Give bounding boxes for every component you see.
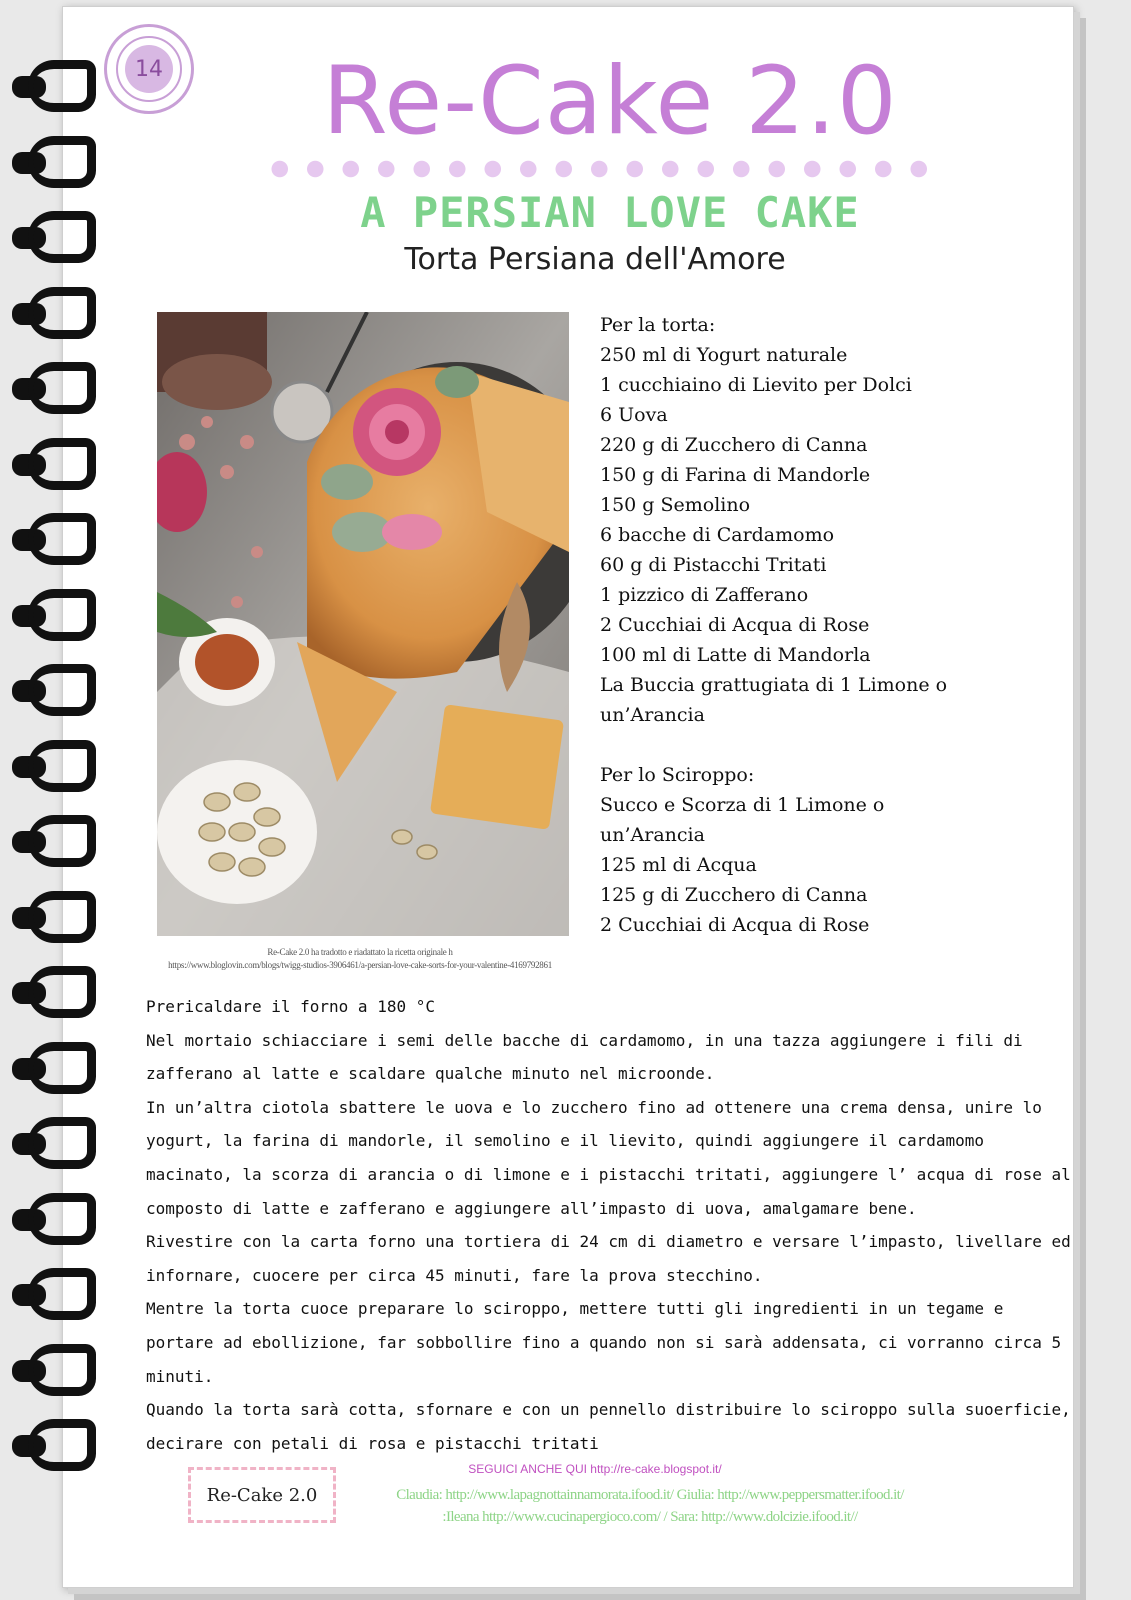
spiral-ring xyxy=(8,740,104,796)
ingredient-line: 6 bacche di Cardamomo xyxy=(600,524,835,546)
spiral-ring xyxy=(8,362,104,418)
spiral-ring xyxy=(8,513,104,569)
spiral-coil xyxy=(28,1193,96,1245)
spiral-coil xyxy=(28,966,96,1018)
recipe-title-italian: Torta Persiana dell'Amore xyxy=(404,242,786,277)
spiral-ring xyxy=(8,1268,104,1324)
ingredients-list xyxy=(600,310,1030,940)
spiral-ring xyxy=(8,211,104,267)
spiral-ring xyxy=(8,966,104,1022)
spiral-coil xyxy=(28,1344,96,1396)
method-line: composto di latte e zafferano e aggiungere all’impasto di uova, amalgamare bene. xyxy=(146,1198,917,1218)
re-cake-logo: Re-Cake 2.0 xyxy=(188,1467,336,1523)
method-line: Nel mortaio schiacciare i semi delle bacche di cardamomo, in una tazza aggiungere i fili di xyxy=(146,1030,1023,1050)
page-number: 14 xyxy=(125,45,173,93)
spiral-ring xyxy=(8,438,104,494)
method-line: Quando la torta sarà cotta, sfornare e con un pennello distribuire lo sciroppo sulla suoerficie, xyxy=(146,1400,1071,1420)
author-links xyxy=(350,1484,950,1528)
ingredient-line: un’Arancia xyxy=(600,824,705,846)
method-line: decirare con petali di rosa e pistacchi tritati xyxy=(146,1433,599,1453)
recipe-title: A PERSIAN LOVE CAKE xyxy=(360,188,860,237)
ingredient-line: 250 ml di Yogurt naturale xyxy=(600,344,848,366)
spiral-ring xyxy=(8,1419,104,1475)
spiral-ring xyxy=(8,815,104,871)
method-line: Mentre la torta cuoce preparare lo sciroppo, mettere tutti gli ingredienti in un tegame e xyxy=(146,1299,1004,1319)
spiral-binding xyxy=(0,60,120,1520)
ingredient-line: 60 g di Pistacchi Tritati xyxy=(600,554,827,576)
author-links-line[interactable]: Claudia: http://www.lapagnottainnamorata.ifood.it/ Giulia: http://www.peppersmatter.ifood.it/ xyxy=(396,1487,904,1503)
method-line: zafferano al latte e scaldare qualche minuto nel microonde. xyxy=(146,1064,715,1084)
spiral-coil xyxy=(28,513,96,565)
ingredient-line: 150 g Semolino xyxy=(600,494,751,516)
method-line: portare ad ebollizione, far sobbollire fino a quando non si sarà addensata, ci vorranno circa 5 xyxy=(146,1332,1062,1352)
ingredient-line: 6 Uova xyxy=(600,404,668,426)
ingredient-line: 125 ml di Acqua xyxy=(600,854,757,876)
spiral-coil xyxy=(28,589,96,641)
method-line: Prericaldare il forno a 180 °C xyxy=(146,997,435,1016)
spiral-coil xyxy=(28,1042,96,1094)
spiral-coil xyxy=(28,136,96,188)
dotted-divider xyxy=(262,160,932,178)
spiral-coil xyxy=(28,362,96,414)
spiral-ring xyxy=(8,1193,104,1249)
spiral-ring xyxy=(8,664,104,720)
photo-credit-line: Re-Cake 2.0 ha tradotto e riadattato la ricetta originale h xyxy=(267,947,453,957)
spiral-coil xyxy=(28,438,96,490)
page-number-badge xyxy=(104,24,194,114)
spiral-coil xyxy=(28,211,96,263)
page-title: Re-Cake 2.0 xyxy=(322,47,898,156)
ingredient-line: 125 g di Zucchero di Canna xyxy=(600,884,868,906)
spiral-ring xyxy=(8,60,104,116)
photo-credit-url[interactable]: https://www.bloglovin.com/blogs/twigg-studios-3906461/a-persian-love-cake-sorts-for-your-valentine-4169792861 xyxy=(168,960,552,970)
method-line: macinato, la scorza di arancia o di limone e i pistacchi tritati, aggiungere l’ acqua di rose al xyxy=(146,1164,1071,1184)
ingredient-line: La Buccia grattugiata di 1 Limone o xyxy=(600,674,948,696)
spiral-coil xyxy=(28,1268,96,1320)
ingredient-line: un’Arancia xyxy=(600,704,705,726)
spiral-ring xyxy=(8,1117,104,1173)
spiral-coil xyxy=(28,740,96,792)
spiral-coil xyxy=(28,60,96,112)
spiral-ring xyxy=(8,1042,104,1098)
spiral-ring xyxy=(8,589,104,645)
spiral-coil xyxy=(28,1419,96,1471)
follow-link[interactable]: SEGUICI ANCHE QUI http://re-cake.blogspot.it/ xyxy=(468,1462,722,1476)
ingredient-line: 150 g di Farina di Mandorle xyxy=(600,464,871,486)
method-text xyxy=(146,990,1071,1460)
spiral-ring xyxy=(8,136,104,192)
spiral-coil xyxy=(28,891,96,943)
spiral-ring xyxy=(8,1344,104,1400)
ingredient-line: Succo e Scorza di 1 Limone o xyxy=(600,794,885,816)
photo-credit xyxy=(140,946,580,972)
cake-photo-illustration xyxy=(157,312,569,936)
method-line: minuti. xyxy=(146,1366,214,1386)
ingredient-line: Per la torta: xyxy=(600,314,716,336)
cake-photo xyxy=(157,312,569,936)
spiral-coil xyxy=(28,664,96,716)
ingredient-spacer xyxy=(600,730,1030,760)
method-line: In un’altra ciotola sbattere le uova e lo zucchero fino ad ottenere una crema densa, unire lo xyxy=(146,1097,1042,1117)
method-line: Rivestire con la carta forno una tortiera di 24 cm di diametro e versare l’impasto, livellare ed xyxy=(146,1232,1071,1252)
ingredient-line: Per lo Sciroppo: xyxy=(600,764,755,786)
method-line: yogurt, la farina di mandorle, il semolino e il lievito, quindi aggiungere il cardamomo xyxy=(146,1131,985,1151)
ingredient-line: 2 Cucchiai di Acqua di Rose xyxy=(600,914,870,936)
ingredient-line: 1 cucchiaino di Lievito per Dolci xyxy=(600,374,912,396)
spiral-coil xyxy=(28,287,96,339)
ingredient-line: 1 pizzico di Zafferano xyxy=(600,584,809,606)
method-line: infornare, cuocere per circa 45 minuti, fare la prova stecchino. xyxy=(146,1265,763,1285)
ingredient-line: 2 Cucchiai di Acqua di Rose xyxy=(600,614,870,636)
ingredient-line: 220 g di Zucchero di Canna xyxy=(600,434,868,456)
author-links-line[interactable]: :Ileana http://www.cucinapergioco.com/ / Sara: http://www.dolcizie.ifood.it// xyxy=(442,1509,858,1525)
spiral-ring xyxy=(8,287,104,343)
spiral-coil xyxy=(28,815,96,867)
ingredient-line: 100 ml di Latte di Mandorla xyxy=(600,644,871,666)
spiral-ring xyxy=(8,891,104,947)
spiral-coil xyxy=(28,1117,96,1169)
